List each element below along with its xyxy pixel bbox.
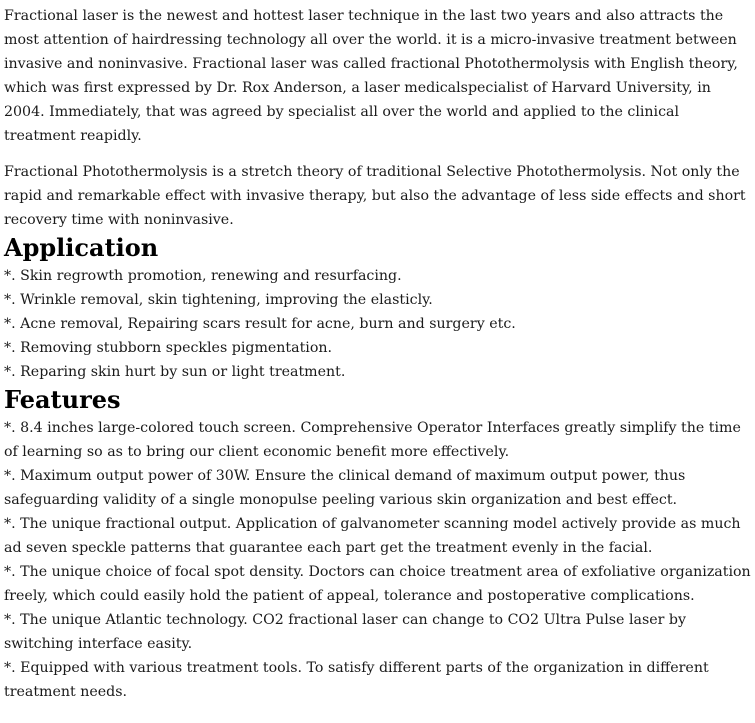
application-item: *. Skin regrowth promotion, renewing and resurfacing.	[4, 268, 402, 284]
features-list	[4, 416, 751, 704]
feature-item: *. The unique Atlantic technology. CO2 fractional laser can change to CO2 Ultra Pulse laser by switching interface easity.	[4, 612, 687, 652]
intro-paragraph-1: Fractional laser is the newest and hottest laser technique in the last two years and also attracts the most attention of hairdressing technology all over the world. it is a micro-invasive treatment between invasive and noninvasive. Fractional laser was called fractional Photothermolysis with English theory, which was first expressed by Dr. Rox Anderson, a laser medicalspecialist of Harvard University, in 2004. Immediately, that was agreed by specialist all over the world and applied to the clinical treatment reapidly.	[4, 8, 738, 144]
feature-item: *. The unique choice of focal spot density. Doctors can choice treatment area of exfoliative organization freely, which could easily hold the patient of appeal, tolerance and postoperative complications.	[4, 564, 751, 604]
feature-item: *. 8.4 inches large-colored touch screen. Comprehensive Operator Interfaces greatly simplify the time of learning so as to bring our client economic benefit more effectively.	[4, 420, 741, 460]
application-heading: Application	[4, 233, 159, 262]
application-item: *. Acne removal, Repairing scars result for acne, burn and surgery etc.	[4, 316, 516, 332]
application-list	[4, 264, 751, 384]
intro-paragraph-2: Fractional Photothermolysis is a stretch theory of traditional Selective Photothermolysis. Not only the rapid and remarkable effect with invasive therapy, but also the advantage of less side effects and short recovery time with noninvasive.	[4, 164, 746, 228]
features-heading: Features	[4, 385, 121, 414]
feature-item: *. Equipped with various treatment tools. To satisfy different parts of the organization in different treatment needs.	[4, 660, 709, 700]
feature-item: *. Maximum output power of 30W. Ensure the clinical demand of maximum output power, thus safeguarding validity of a single monopulse peeling various skin organization and best effect.	[4, 468, 686, 508]
application-item: *. Wrinkle removal, skin tightening, improving the elasticly.	[4, 292, 433, 308]
feature-item: *. The unique fractional output. Application of galvanometer scanning model actively provide as much ad seven speckle patterns that guarantee each part get the treatment evenly in the facial.	[4, 516, 741, 556]
application-item: *. Reparing skin hurt by sun or light treatment.	[4, 364, 346, 380]
application-item: *. Removing stubborn speckles pigmentation.	[4, 340, 333, 356]
